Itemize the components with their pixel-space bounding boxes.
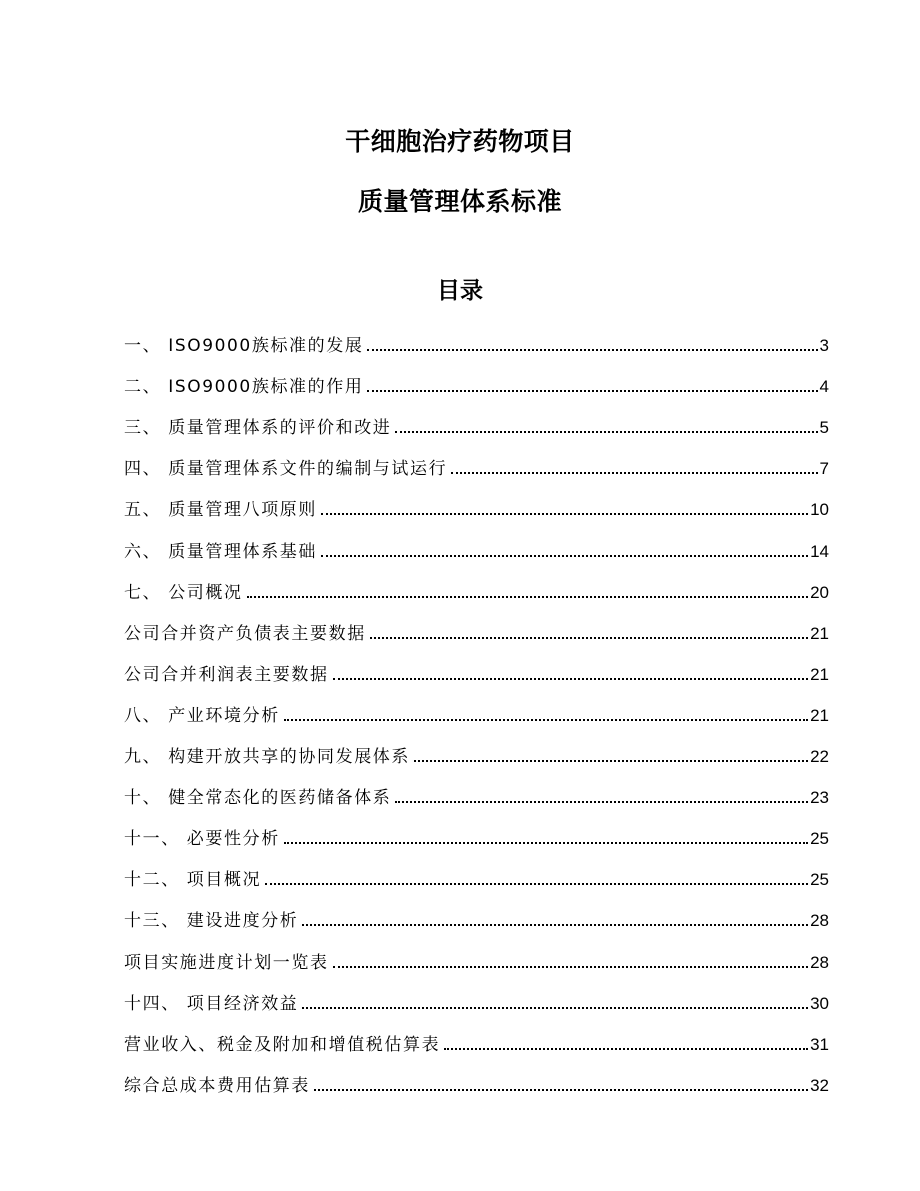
toc-entry[interactable] (124, 322, 829, 363)
toc-dot-leader (247, 596, 808, 598)
toc-entry[interactable] (124, 1021, 829, 1062)
toc-entry[interactable] (124, 486, 829, 527)
toc-entry-label: 三、 质量管理体系的评价和改进 (124, 418, 392, 439)
toc-entry-page-number: 28 (810, 911, 829, 931)
toc-entry[interactable] (124, 897, 829, 938)
toc-entry-page-number: 22 (810, 747, 829, 767)
toc-entry-page-number: 7 (819, 459, 829, 479)
toc-dot-leader (367, 349, 817, 351)
toc-entry[interactable] (124, 938, 829, 979)
toc-entry-page-number: 30 (810, 993, 829, 1013)
toc-entry[interactable] (124, 1062, 829, 1103)
toc-entry-label: 公司合并利润表主要数据 (124, 664, 329, 685)
toc-entry-label: 八、 产业环境分析 (124, 705, 280, 726)
toc-entry-label: 五、 质量管理八项原则 (124, 500, 318, 521)
toc-dot-leader (302, 1007, 808, 1009)
toc-entry[interactable] (124, 651, 829, 692)
toc-entry-page-number: 21 (810, 705, 829, 725)
toc-dot-leader (367, 390, 817, 392)
toc-entry[interactable] (124, 733, 829, 774)
toc-entry-label: 十一、 必要性分析 (124, 829, 280, 850)
toc-entry-label: 营业收入、税金及附加和增值税估算表 (124, 1034, 441, 1055)
toc-entry-page-number: 20 (810, 582, 829, 602)
toc-entry[interactable] (124, 980, 829, 1021)
toc-dot-leader (314, 1089, 808, 1091)
toc-heading: 目录 (437, 278, 483, 304)
toc-dot-leader (265, 883, 808, 885)
toc-entry-page-number: 10 (810, 500, 829, 520)
toc-entry-label: 综合总成本费用估算表 (124, 1075, 310, 1096)
toc-entry-label: 十二、 项目概况 (124, 870, 262, 891)
toc-entry[interactable] (124, 569, 829, 610)
toc-entry-page-number: 3 (819, 336, 829, 356)
toc-entry-label: 六、 质量管理体系基础 (124, 541, 318, 562)
toc-dot-leader (284, 719, 808, 721)
toc-entry-label: 一、 ISO9000族标准的发展 (124, 336, 364, 357)
toc-entry-page-number: 32 (810, 1075, 829, 1095)
toc-entry-label: 七、 公司概况 (124, 582, 243, 603)
toc-dot-leader (321, 555, 808, 557)
document-title-line2: 质量管理体系标准 (357, 187, 562, 216)
toc-dot-leader (284, 842, 808, 844)
toc-entry-page-number: 21 (810, 664, 829, 684)
toc-entry-page-number: 25 (810, 870, 829, 890)
toc-dot-leader (370, 637, 808, 639)
toc-entry-page-number: 31 (810, 1034, 829, 1054)
toc-entry[interactable] (124, 404, 829, 445)
toc-entry-page-number: 21 (810, 623, 829, 643)
toc-entry-page-number: 25 (810, 829, 829, 849)
toc-entry-page-number: 28 (810, 952, 829, 972)
toc-entry-page-number: 5 (819, 418, 829, 438)
toc-dot-leader (444, 1048, 808, 1050)
toc-dot-leader (333, 678, 808, 680)
toc-entry-label: 十三、 建设进度分析 (124, 911, 299, 932)
toc-entry-label: 公司合并资产负债表主要数据 (124, 623, 366, 644)
toc-dot-leader (451, 472, 817, 474)
toc-entry[interactable] (124, 815, 829, 856)
toc-entry-label: 四、 质量管理体系文件的编制与试运行 (124, 459, 448, 480)
toc-dot-leader (395, 431, 817, 433)
toc-entry[interactable] (124, 856, 829, 897)
toc-entry[interactable] (124, 610, 829, 651)
toc-dot-leader (414, 760, 808, 762)
toc-entry-label: 项目实施进度计划一览表 (124, 952, 329, 973)
toc-entry-label: 十四、 项目经济效益 (124, 993, 299, 1014)
toc-dot-leader (333, 966, 808, 968)
toc-entry-page-number: 23 (810, 788, 829, 808)
toc-entry[interactable] (124, 363, 829, 404)
toc-entry-page-number: 14 (810, 541, 829, 561)
toc-entry[interactable] (124, 527, 829, 568)
toc-dot-leader (395, 801, 808, 803)
toc-entry-page-number: 4 (819, 377, 829, 397)
toc-entry[interactable] (124, 445, 829, 486)
toc-dot-leader (302, 924, 808, 926)
toc-entry[interactable] (124, 692, 829, 733)
toc-entry-label: 九、 构建开放共享的协同发展体系 (124, 747, 411, 768)
toc-entry-label: 二、 ISO9000族标准的作用 (124, 377, 364, 398)
document-title-line1: 干细胞治疗药物项目 (345, 127, 575, 156)
toc-dot-leader (321, 513, 808, 515)
toc-entry-label: 十、 健全常态化的医药储备体系 (124, 788, 392, 809)
toc-entry[interactable] (124, 774, 829, 815)
table-of-contents (124, 322, 829, 1103)
